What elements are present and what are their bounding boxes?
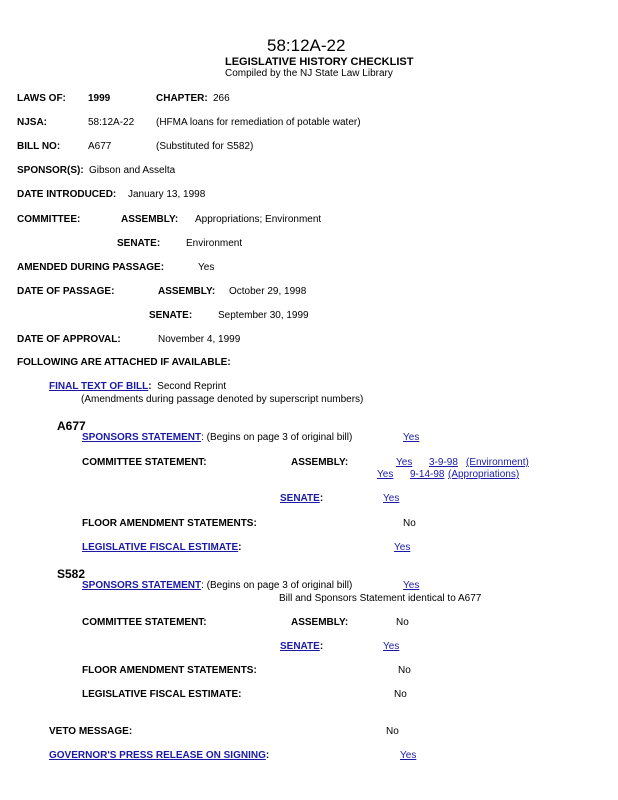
date-introduced-label: DATE INTRODUCED:	[17, 189, 117, 200]
s582-assembly-value: No	[396, 617, 409, 628]
final-text-colon: :	[148, 381, 152, 392]
a677-senate-colon: :	[319, 493, 324, 504]
njsa-description: (HFMA loans for remediation of potable water)	[156, 117, 361, 128]
s582-fiscal-estimate-value: No	[394, 689, 407, 700]
s582-fiscal-estimate-label: LEGISLATIVE FISCAL ESTIMATE:	[82, 689, 242, 700]
s582-sponsors-statement-row	[82, 581, 352, 591]
a677-assembly-committee-1-link[interactable]: (Environment)	[466, 457, 529, 468]
committee-assembly-label: ASSEMBLY:	[121, 214, 179, 225]
a677-senate-link[interactable]: SENATE	[280, 493, 320, 504]
final-text-note: (Amendments during passage denoted by superscript numbers)	[81, 394, 364, 405]
governor-colon: :	[265, 750, 270, 761]
a677-title: A677	[57, 419, 86, 433]
s582-identical-note: Bill and Sponsors Statement identical to A677	[279, 593, 482, 604]
s582-sponsors-statement-link[interactable]: SPONSORS STATEMENT	[82, 580, 202, 591]
bill-no-value: A677	[88, 141, 112, 152]
sponsors-value: Gibson and Asselta	[89, 165, 176, 176]
a677-committee-statement-label: COMMITTEE STATEMENT:	[82, 457, 207, 468]
a677-fiscal-estimate-link[interactable]: LEGISLATIVE FISCAL ESTIMATE	[82, 542, 239, 553]
a677-assembly-date-1-link[interactable]: 3-9-98	[429, 457, 458, 468]
amended-value: Yes	[198, 262, 215, 273]
njsa-value: 58:12A-22	[88, 117, 135, 128]
a677-sponsors-statement-note: : (Begins on page 3 of original bill)	[201, 432, 353, 443]
laws-of-year: 1999	[88, 93, 111, 104]
laws-of-label: LAWS OF:	[17, 93, 66, 104]
a677-assembly-date-2-link[interactable]: 9-14-98	[410, 469, 445, 480]
a677-assembly-yes-1-link[interactable]: Yes	[396, 457, 413, 468]
committee-assembly-value: Appropriations; Environment	[195, 214, 322, 225]
bill-no-label: BILL NO:	[17, 141, 61, 152]
a677-floor-amendment-value: No	[403, 518, 416, 529]
s582-assembly-label: ASSEMBLY:	[291, 617, 349, 628]
chapter-value: 266	[213, 93, 230, 104]
chapter-label: CHAPTER:	[156, 93, 208, 104]
attached-heading: FOLLOWING ARE ATTACHED IF AVAILABLE:	[17, 357, 231, 368]
governor-press-release-link[interactable]: GOVERNOR'S PRESS RELEASE ON SIGNING	[49, 750, 266, 761]
s582-senate-link[interactable]: SENATE	[280, 641, 320, 652]
s582-senate-row	[280, 642, 323, 652]
passage-assembly-label: ASSEMBLY:	[158, 286, 216, 297]
s582-senate-colon: :	[319, 641, 324, 652]
a677-floor-amendment-label: FLOOR AMENDMENT STATEMENTS:	[82, 518, 257, 529]
a677-sponsors-statement-row	[82, 433, 352, 443]
sponsors-label: SPONSOR(S):	[17, 165, 84, 176]
final-text-value: Second Reprint	[157, 381, 227, 392]
a677-sponsors-statement-link[interactable]: SPONSORS STATEMENT	[82, 432, 202, 443]
veto-value: No	[386, 726, 399, 737]
a677-fiscal-estimate-yes-link[interactable]: Yes	[394, 542, 411, 553]
date-introduced-value: January 13, 1998	[128, 189, 206, 200]
a677-fiscal-estimate-colon: :	[238, 542, 242, 553]
a677-fiscal-estimate-row	[82, 543, 241, 553]
compiled-by-text: Compiled by the NJ State Law Library	[225, 68, 393, 79]
governor-row	[49, 751, 269, 761]
passage-assembly-value: October 29, 1998	[229, 286, 307, 297]
committee-senate-value: Environment	[186, 238, 243, 249]
amended-label: AMENDED DURING PASSAGE:	[17, 262, 165, 273]
governor-yes-link[interactable]: Yes	[400, 750, 417, 761]
page-title: 58:12A-22	[267, 36, 346, 55]
bill-no-note: (Substituted for S582)	[156, 141, 254, 152]
a677-assembly-label: ASSEMBLY:	[291, 457, 349, 468]
a677-assembly-yes-2-link[interactable]: Yes	[377, 469, 394, 480]
passage-senate-value: September 30, 1999	[218, 310, 309, 321]
passage-senate-label: SENATE:	[149, 310, 193, 321]
s582-floor-amendment-value: No	[398, 665, 411, 676]
s582-committee-statement-label: COMMITTEE STATEMENT:	[82, 617, 207, 628]
final-text-link[interactable]: FINAL TEXT OF BILL	[49, 381, 149, 392]
approval-value: November 4, 1999	[158, 334, 241, 345]
approval-label: DATE OF APPROVAL:	[17, 334, 121, 345]
final-text-row	[49, 382, 226, 392]
a677-senate-row	[280, 494, 323, 504]
s582-title: S582	[57, 567, 86, 581]
veto-label: VETO MESSAGE:	[49, 726, 133, 737]
committee-senate-label: SENATE:	[117, 238, 161, 249]
passage-label: DATE OF PASSAGE:	[17, 286, 115, 297]
committee-label: COMMITTEE:	[17, 214, 81, 225]
s582-sponsors-statement-note: : (Begins on page 3 of original bill)	[201, 580, 353, 591]
checklist-heading: LEGISLATIVE HISTORY CHECKLIST	[225, 56, 414, 68]
a677-senate-yes-link[interactable]: Yes	[383, 493, 400, 504]
s582-senate-yes-link[interactable]: Yes	[383, 641, 400, 652]
s582-sponsors-statement-yes-link[interactable]: Yes	[403, 580, 420, 591]
njsa-label: NJSA:	[17, 117, 48, 128]
a677-assembly-committee-2-link[interactable]: (Appropriations)	[448, 469, 520, 480]
s582-floor-amendment-label: FLOOR AMENDMENT STATEMENTS:	[82, 665, 257, 676]
a677-sponsors-statement-yes-link[interactable]: Yes	[403, 432, 420, 443]
